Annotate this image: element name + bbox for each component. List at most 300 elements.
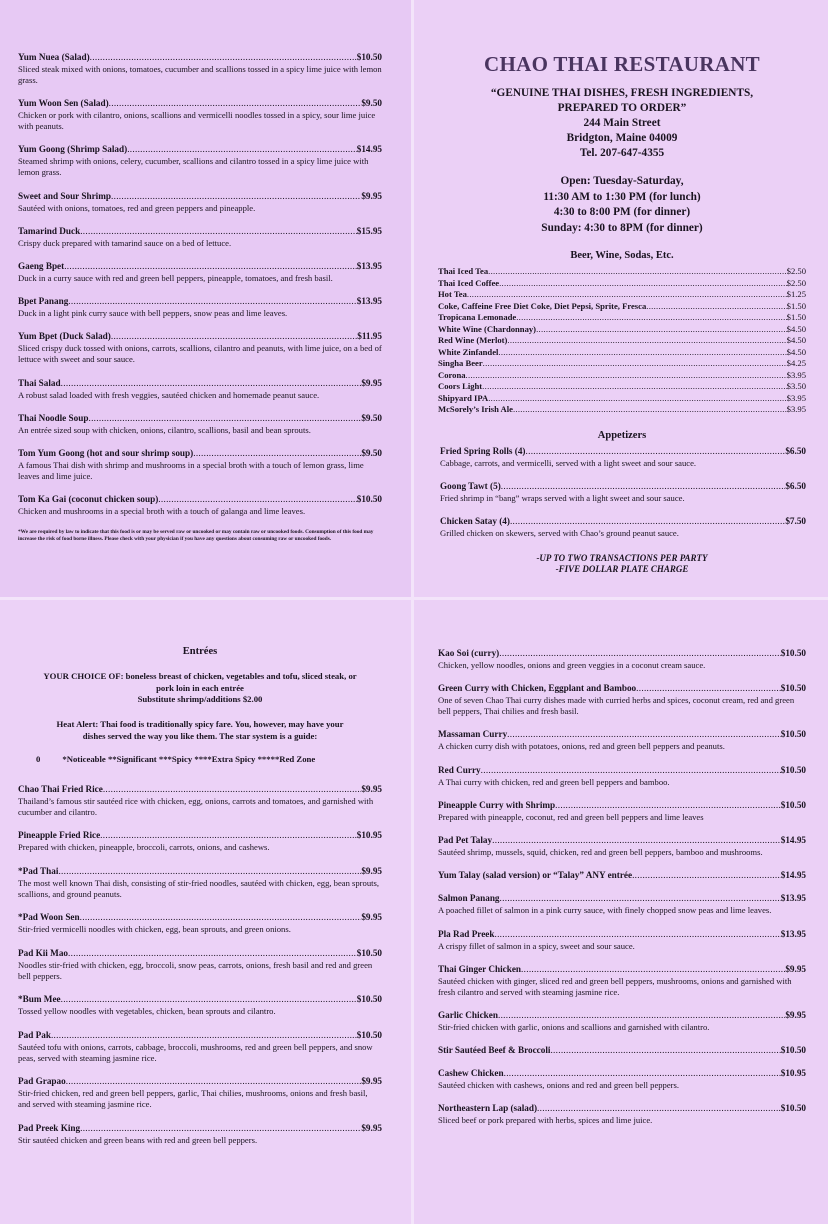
entrees-list (18, 784, 382, 1146)
menu-item-line (438, 835, 806, 846)
menu-item-line (438, 516, 806, 527)
menu-item-line (18, 261, 382, 272)
beverage-price: $1.25 (786, 289, 806, 299)
menu-item (438, 1045, 806, 1056)
menu-item-line (18, 52, 382, 63)
menu-item-line (438, 1045, 806, 1056)
panel-entrees (0, 600, 412, 1224)
beverages-list (438, 266, 806, 416)
menu-item (18, 191, 382, 214)
restaurant-info (438, 86, 806, 161)
menu-item-line (438, 729, 806, 740)
menu-item (18, 948, 382, 982)
heat-alert (18, 718, 382, 742)
menu-item (18, 830, 382, 853)
menu-item (438, 929, 806, 952)
menu-item-description: Thailand’s famous stir sautéed rice with chicken, egg, onions, carrots and tomatoes, and garnished with cucumber and cilantro. (18, 795, 374, 817)
menu-item-price: $10.50 (356, 52, 382, 62)
panel-salads-soups (0, 0, 412, 598)
menu-item-price: $9.95 (361, 783, 382, 794)
dot-leader (127, 144, 357, 155)
dot-leader (536, 324, 787, 336)
raw-food-disclaimer: *We are required by law to indicate that this food is or may be served raw or uncooked or may contain raw or uncooked foods. Consumption of this food may increase the risk of food borne illness. Please check with your physician if you have any questions about consuming raw or uncooked foods. (18, 529, 374, 542)
menu-item-name: Tom Yum Goong (hot and sour shrimp soup) (18, 447, 194, 458)
menu-item (18, 413, 382, 436)
dot-leader (504, 1068, 781, 1079)
menu-item-price: $10.50 (780, 729, 806, 740)
menu-item-price: $13.95 (780, 893, 806, 904)
menu-item-description: Stir-fried chicken, red and green bell peppers, garlic, Thai chilies, mushrooms, onions and fresh basil, and served with steaming jasmine rice. (18, 1088, 368, 1109)
menu-item-price: $15.95 (356, 225, 382, 236)
menu-item-description: Sautéed shrimp, mussels, squid, chicken, red and green bell peppers, bamboo and mushrooms. (438, 846, 763, 857)
menu-item-name: Yum Bpet (Duck Salad) (18, 331, 111, 342)
menu-item (18, 1076, 382, 1110)
menu-item-price: $9.95 (361, 1076, 382, 1086)
menu-item-line (18, 296, 382, 307)
menu-item-description: Cabbage, carrots, and vermicelli, served with a light sweet and sour sauce. (440, 457, 697, 468)
menu-item-price: $10.50 (780, 1103, 806, 1114)
menu-item-line (438, 929, 806, 940)
menu-item-price: $10.50 (356, 994, 382, 1004)
menu-item-description: Fried shrimp in “bang” wraps served with a light sweet and sour sauce. (440, 492, 685, 503)
beverage-name: Red Wine (Merlot) (438, 335, 508, 345)
dot-leader (66, 1076, 362, 1087)
menu-item-line (438, 683, 806, 694)
menu-item-line (18, 378, 382, 389)
dot-leader (488, 266, 787, 278)
menu-item-description: Stir-fried chicken with garlic, onions and scallions and garnished with cilantro. (438, 1021, 710, 1032)
dot-leader (499, 278, 787, 290)
dot-leader (61, 378, 362, 389)
dot-leader (80, 226, 357, 237)
menu-item-price: $10.95 (780, 1068, 806, 1079)
phone-number: Tel. 207-647-4355 (579, 147, 665, 159)
dot-leader (516, 312, 786, 324)
beverage-name: Shipyard IPA (438, 392, 489, 403)
beverage-row (438, 404, 806, 416)
dot-leader (498, 347, 786, 359)
menu-item-description: A famous Thai dish with shrimp and mushrooms in a special broth with a touch of lemon grass, lime leaves and lime juice. (18, 459, 364, 481)
policy-note-2: -FIVE DOLLAR PLATE CHARGE (555, 563, 689, 574)
menu-item-description: Duck in a curry sauce with red and green bell peppers, pineapple, tomatoes, and fresh basil. (18, 272, 333, 283)
beverage-price: $2.50 (786, 277, 806, 288)
dot-leader (68, 948, 357, 959)
menu-item-price: $9.95 (361, 377, 382, 388)
dot-leader (467, 289, 787, 301)
menu-item (18, 1030, 382, 1064)
menu-item-line (18, 331, 382, 342)
menu-item-line (18, 1076, 382, 1087)
menu-item (18, 494, 382, 517)
dot-leader (646, 301, 786, 313)
choice-line-3: Substitute shrimp/additions $2.00 (137, 694, 263, 704)
menu-item (438, 964, 806, 998)
dot-leader (483, 358, 787, 370)
heat-line-2: dishes served the way you like them. The star system is a guide: (82, 730, 318, 741)
dot-leader (88, 413, 361, 424)
menu-item-description: Chicken or pork with cilantro, onions, scallions and vermicelli noodles tossed in a spicy, sour lime juice with peanuts. (18, 110, 376, 132)
menu-item-name: Fried Spring Rolls (4) (440, 445, 526, 456)
beverage-price: $4.50 (786, 323, 806, 334)
menu-item-price: $6.50 (785, 445, 806, 456)
menu-item-price: $9.50 (361, 447, 382, 458)
dot-leader (58, 866, 361, 877)
menu-item-line (438, 1010, 806, 1021)
menu-item-description: A chicken curry dish with potatoes, onions, red and green bell peppers and peanuts. (438, 741, 725, 752)
menu-item (18, 144, 382, 178)
address-street: 244 Main Street (583, 117, 661, 129)
menu-item-price: $14.95 (780, 870, 806, 881)
dot-leader (488, 393, 786, 405)
menu-item-line (438, 964, 806, 975)
dot-leader (481, 765, 781, 776)
menu-item (18, 912, 382, 935)
menu-item (438, 446, 806, 469)
menu-item (18, 784, 382, 818)
menu-item-line (18, 448, 382, 459)
beverage-row (438, 301, 806, 313)
menu-item-price: $13.95 (356, 260, 382, 271)
menu-item-line (18, 948, 382, 959)
dot-leader (510, 516, 785, 527)
menu-item-price: $14.95 (780, 834, 806, 845)
menu-item-name: *Bum Mee (18, 994, 61, 1004)
menu-item-description: Stir-fried vermicelli noodles with chicken, egg, bean sprouts, and green onions. (18, 924, 291, 934)
beverage-row (438, 266, 806, 278)
menu-item-price: $9.50 (361, 412, 382, 423)
menu-item-name: Northeastern Lap (salad) (438, 1103, 538, 1114)
menu-item (438, 870, 806, 881)
menu-item-name: Tamarind Duck (18, 225, 81, 236)
beverage-name: Thai Iced Coffee (438, 277, 500, 288)
beverage-name: White Wine (Chardonnay) (438, 323, 537, 334)
menu-item (18, 378, 382, 401)
beverage-row (438, 381, 806, 393)
beverage-price: $4.50 (786, 346, 806, 357)
menu-item-name: Pla Rad Preek (438, 928, 495, 939)
dot-leader (499, 648, 780, 659)
appetizers-heading: Appetizers (597, 429, 647, 441)
menu-item-description: Chicken and mushrooms in a special broth with a touch of galanga and lime leaves. (18, 506, 306, 517)
menu-item (438, 516, 806, 539)
menu-item (18, 331, 382, 365)
menu-item (438, 729, 806, 752)
menu-item-name: Salmon Panang (438, 893, 500, 904)
menu-item-name: Gaeng Bpet (18, 260, 65, 271)
menu-item-price: $10.50 (356, 494, 382, 505)
menu-item-name: Sweet and Sour Shrimp (18, 190, 112, 201)
menu-item-name: Pad Pak (18, 1029, 51, 1040)
menu-item-line (18, 912, 382, 923)
menu-item-name: Red Curry (438, 764, 481, 775)
vertical-fold (411, 0, 414, 1224)
menu-item (438, 893, 806, 916)
menu-item-price: $9.95 (785, 963, 806, 974)
hours-line-1: Open: Tuesday-Saturday, (560, 175, 684, 187)
menu-item-line (18, 784, 382, 795)
dot-leader (64, 261, 357, 272)
menu-item-description: Sautéed with onions, tomatoes, red and green peppers and pineapple. (18, 202, 256, 213)
menu-item-name: Yum Goong (Shrimp Salad) (18, 144, 128, 155)
choice-line-2: pork loin in each entrée (156, 682, 244, 693)
tagline-line-1: “GENUINE THAI DISHES, FRESH INGREDIENTS, (490, 87, 754, 99)
menu-item-description: Sliced crispy duck tossed with onions, carrots, scallions, cilantro and peanuts, with lime juice, on a bed of lettuce with sweet and sour sauce. (18, 343, 382, 365)
menu-item (18, 296, 382, 319)
beverage-row (438, 347, 806, 359)
menu-item-name: Chicken Satay (4) (440, 515, 510, 526)
dot-leader (51, 1030, 357, 1041)
menu-item-description: Sautéed chicken with cashews, onions and red and green bell peppers. (438, 1080, 680, 1091)
menu-item-price: $14.95 (356, 144, 382, 155)
menu-item-description: Sliced steak mixed with onions, tomatoes, cucumber and scallions tossed in a spicy lime juice with lemon grass. (18, 64, 382, 85)
menu-item-line (438, 1103, 806, 1114)
beverage-name: Coors Light (438, 381, 483, 391)
beverages-heading: Beer, Wine, Sodas, Etc. (570, 250, 674, 261)
menu-item-name: Tom Ka Gai (coconut chicken soup) (18, 494, 159, 505)
appetizers-list (438, 446, 806, 539)
heat-line-1: Heat Alert: Thai food is traditionally spicy fare. You, however, may have your (56, 718, 344, 729)
beverage-price: $4.25 (786, 358, 806, 368)
menu-item-name: Cashew Chicken (438, 1068, 504, 1079)
menu-item-line (18, 866, 382, 877)
menu-item-description: Noodles stir-fried with chicken, egg, broccoli, snow peas, carrots, onions, fresh basil and red and green bell peppers. (18, 959, 373, 981)
menu-item-name: Thai Salad (18, 377, 61, 388)
dot-leader (111, 331, 357, 342)
menu-item-description: A robust salad loaded with fresh veggies, sautéed chicken and homemade peanut sauce. (18, 389, 320, 400)
beverage-row (438, 289, 806, 301)
menu-item (18, 866, 382, 900)
menu-item-price: $9.95 (785, 1009, 806, 1020)
menu-item-price: $9.50 (361, 98, 382, 109)
beverage-name: McSorely’s Irish Ale (438, 404, 513, 414)
menu-item-description: Sautéed tofu with onions, carrots, cabbage, broccoli, mushrooms, red and green bell peppers, and snow peas, served with steaming jasmine rice. (18, 1041, 373, 1063)
beverage-row (438, 278, 806, 290)
dot-leader (507, 335, 786, 347)
dot-leader (507, 729, 781, 740)
dot-leader (513, 404, 787, 416)
menu-item-description: A poached fillet of salmon in a pink curry sauce, with finely chopped snow peas and lime leaves. (438, 905, 772, 916)
menu-item-price: $10.50 (356, 1029, 382, 1040)
menu-item (438, 1068, 806, 1091)
beverage-name: Thai Iced Tea (438, 266, 489, 276)
menu-item-line (18, 830, 382, 841)
beverage-row (438, 358, 806, 370)
menu-item-name: Massaman Curry (438, 729, 508, 740)
spice-scale (36, 754, 382, 764)
menu-item-name: Garlic Chicken (438, 1009, 498, 1020)
menu-item-description: Crispy duck prepared with tamarind sauce on a bed of lettuce. (18, 237, 232, 248)
menu-item-price: $10.50 (780, 1045, 806, 1056)
panel-curries-specials (414, 600, 828, 1224)
menu-item (18, 1123, 382, 1146)
menu-item-description: Stir sautéed chicken and green beans with red and green bell peppers. (18, 1134, 258, 1145)
menu-item-line (438, 481, 806, 492)
menu-item-name: Thai Ginger Chicken (438, 963, 522, 974)
opening-hours (438, 174, 806, 236)
hours-line-3: 4:30 to 8:00 PM (for dinner) (553, 206, 691, 218)
menu-item-name: Pad Grapao (18, 1076, 66, 1086)
policy-note-1: -UP TO TWO TRANSACTIONS PER PARTY (536, 552, 708, 563)
beverage-price: $1.50 (786, 312, 806, 322)
menu-item-price: $6.50 (785, 480, 806, 491)
panel-cover (414, 0, 828, 598)
tagline-line-2: PREPARED TO ORDER” (557, 102, 687, 114)
dot-leader (636, 683, 781, 694)
menu-item-name: Thai Noodle Soup (18, 412, 89, 423)
horizontal-fold (0, 597, 828, 600)
dot-leader (501, 481, 786, 492)
menu-item-line (18, 1123, 382, 1134)
dot-leader (80, 1123, 361, 1134)
menu-item-line (438, 446, 806, 457)
menu-item-name: Pad Pet Talay (438, 834, 493, 845)
menu-item-name: Pineapple Curry with Shrimp (438, 799, 556, 810)
choice-line-1: YOUR CHOICE OF: boneless breast of chicken, vegetables and tofu, sliced steak, or (43, 671, 357, 681)
dot-leader (80, 912, 362, 923)
menu-item (18, 52, 382, 86)
menu-item-name: Yum Talay (salad version) or “Talay” ANY entrée (438, 870, 633, 881)
menu-item-name: *Pad Woon Sen (18, 912, 80, 922)
dot-leader (494, 929, 780, 940)
menu-item-description: A Thai curry with chicken, red and green bell peppers and bamboo. (438, 776, 670, 787)
menu-item-name: Pad Preek King (18, 1122, 81, 1133)
beverage-name: Hot Tea (438, 289, 467, 299)
menu-item (438, 648, 806, 671)
dot-leader (90, 52, 357, 63)
beverage-row (438, 370, 806, 382)
menu-item-description: Tossed yellow noodles with vegetables, chicken, bean sprouts and cilantro. (18, 1006, 276, 1016)
dot-leader (492, 835, 781, 846)
menu-item-price: $13.95 (356, 296, 382, 307)
menu-item-line (18, 144, 382, 155)
menu-item-name: Yum Woon Sen (Salad) (18, 98, 109, 109)
menu-item-line (18, 1030, 382, 1041)
menu-item-line (18, 494, 382, 505)
menu-item (438, 481, 806, 504)
menu-item (18, 261, 382, 284)
beverage-price: $2.50 (786, 266, 806, 276)
beverage-row (438, 335, 806, 347)
beverage-row (438, 312, 806, 324)
beverage-price: $3.50 (786, 381, 806, 391)
dot-leader (482, 381, 786, 393)
menu-item-line (18, 413, 382, 424)
beverage-price: $3.95 (786, 404, 806, 414)
menu-item (438, 1103, 806, 1126)
beverage-row (438, 393, 806, 405)
salads-soups-list (18, 52, 382, 517)
menu-item-line (18, 98, 382, 109)
menu-item-name: Green Curry with Chicken, Eggplant and Bamboo (438, 683, 637, 694)
menu-item (18, 448, 382, 482)
beverage-price: $3.95 (786, 392, 806, 403)
menu-item-description: Steamed shrimp with onions, celery, cucumber, scallions and cilantro tossed in a spicy lime juice with lemon grass. (18, 156, 369, 178)
spice-zero: 0 (36, 753, 41, 764)
menu-item-name: Yum Nuea (Salad) (18, 52, 90, 62)
policy-notes (438, 553, 806, 575)
dot-leader (158, 494, 356, 505)
menu-item-price: $9.95 (361, 912, 382, 922)
menu-item-description: An entrée sized soup with chicken, onions, cilantro, scallions, basil and bean sprouts. (18, 424, 311, 435)
menu-item-line (438, 870, 806, 881)
dot-leader (526, 446, 786, 457)
menu-item-name: Stir Sautéed Beef & Broccoli (438, 1045, 551, 1056)
dot-leader (111, 191, 361, 202)
menu-item-description: Sautéed chicken with ginger, sliced red and green bell peppers, mushrooms, onions and garnished with fresh cilantro and served with steaming jasmine rice. (438, 975, 792, 997)
menu-item (18, 994, 382, 1017)
dot-leader (632, 870, 781, 881)
menu-item-price: $10.50 (780, 648, 806, 658)
hours-line-2: 11:30 AM to 1:30 PM (for lunch) (543, 190, 701, 203)
menu-item-description: Prepared with pineapple, coconut, red and green bell peppers and lime leaves (438, 811, 704, 822)
menu-item (438, 765, 806, 788)
menu-item-name: Bpet Panang (18, 296, 69, 307)
dot-leader (500, 893, 781, 904)
menu-item-name: *Pad Thai (18, 865, 59, 876)
beverage-name: Singha Beer (438, 358, 483, 368)
menu-item-description: Duck in a light pink curry sauce with bell peppers, snow peas and lime leaves. (18, 308, 288, 319)
menu-item (438, 835, 806, 858)
address-city: Bridgton, Maine 04009 (566, 132, 678, 144)
beverage-name: Coke, Caffeine Free Diet Coke, Diet Pepsi, Sprite, Fresca (438, 300, 647, 311)
dot-leader (521, 964, 785, 975)
dot-leader (100, 830, 357, 841)
menu-item (18, 226, 382, 249)
dot-leader (193, 448, 361, 459)
dot-leader (68, 296, 356, 307)
beverage-price: $4.50 (786, 335, 806, 345)
menu-item-name: Kao Soi (curry) (438, 648, 500, 658)
curries-specials-list (438, 648, 806, 1126)
dot-leader (103, 784, 362, 795)
menu-item (438, 683, 806, 717)
menu-item-description: The most well known Thai dish, consisting of stir-fried noodles, sautéed with chicken, egg, bean sprouts, scallions, and ground peanuts. (18, 877, 380, 899)
dot-leader (109, 98, 362, 109)
menu-item-line (18, 994, 382, 1005)
menu-item-description: Sliced beef or pork prepared with herbs, spices and lime juice. (438, 1115, 653, 1126)
dot-leader (537, 1103, 781, 1114)
menu-item-line (438, 765, 806, 776)
menu-item-line (438, 1068, 806, 1079)
menu-item-description: Grilled chicken on skewers, served with Chao’s ground peanut sauce. (440, 527, 679, 538)
menu-item-name: Chao Thai Fried Rice (18, 783, 103, 794)
menu-item-price: $7.50 (785, 515, 806, 526)
menu-item (18, 98, 382, 132)
beverage-name: White Zinfandel (438, 346, 499, 357)
menu-item-description: A crispy fillet of salmon in a spicy, sweet and sour sauce. (438, 940, 635, 951)
menu-item (438, 800, 806, 823)
restaurant-title: CHAO THAI RESTAURANT (484, 52, 760, 76)
menu-item-name: Pad Kii Mao (18, 947, 69, 958)
menu-item-price: $10.50 (780, 799, 806, 810)
beverage-row (438, 324, 806, 336)
dot-leader (555, 800, 781, 811)
spice-levels: *Noticeable **Significant ***Spicy ****Extra Spicy *****Red Zone (62, 753, 316, 764)
menu-item-description: Chicken, yellow noodles, onions and green veggies in a coconut cream sauce. (438, 660, 706, 670)
menu-item-description: One of seven Chao Thai curry dishes made with curried herbs and spices, coconut cream, red and green bell peppers, Thai chilies and fresh basil. (438, 695, 795, 717)
menu-item-price: $10.95 (356, 830, 382, 840)
dot-leader (550, 1045, 780, 1056)
menu-item (438, 1010, 806, 1033)
beverage-price: $1.50 (786, 300, 806, 311)
menu-item-price: $9.95 (361, 865, 382, 876)
dot-leader (61, 994, 357, 1005)
menu-item-price: $10.50 (780, 683, 806, 694)
hours-line-4: Sunday: 4:30 to 8PM (for dinner) (541, 221, 703, 234)
menu-item-price: $10.50 (356, 947, 382, 958)
entrees-heading: Entrées (182, 646, 218, 657)
beverage-name: Corona (438, 369, 466, 380)
